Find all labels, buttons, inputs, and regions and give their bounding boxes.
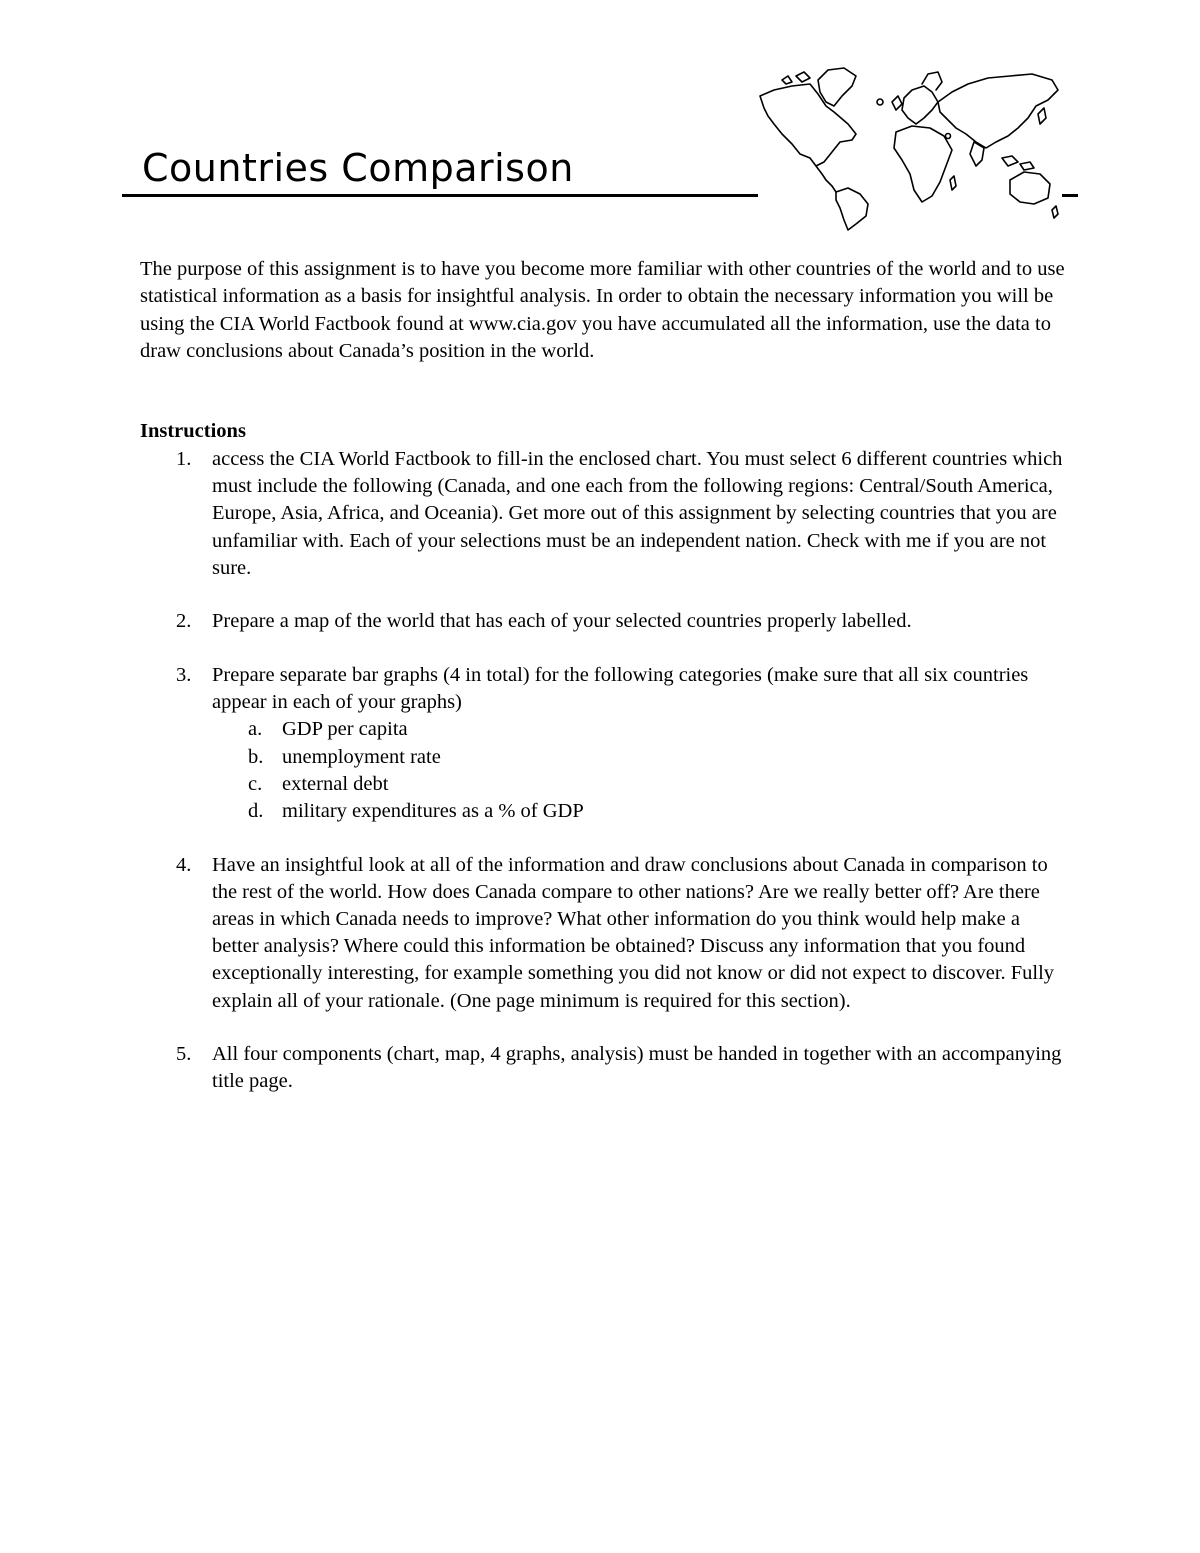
item-number: 3.: [176, 664, 192, 686]
item-text: Prepare a map of the world that has each of your selected countries properly labelled.: [212, 610, 912, 633]
title-underline-end: [1062, 194, 1078, 197]
list-item: [140, 608, 1070, 635]
sub-item-letter: b.: [248, 745, 264, 768]
instructions-heading: Instructions: [140, 420, 246, 442]
sub-item-letter: a.: [248, 718, 263, 741]
sub-list-item: [212, 716, 1070, 743]
sub-item-letter: d.: [248, 800, 264, 823]
item-number: 4.: [176, 853, 192, 876]
sub-item-text: unemployment rate: [282, 745, 441, 768]
list-item: [140, 1041, 1070, 1095]
item-text: Prepare separate bar graphs (4 in total) for the following categories (make sure that all six countries appear in each of your graphs): [212, 664, 1029, 714]
world-map-icon: [752, 62, 1064, 232]
sub-list-item: [212, 771, 1070, 798]
item-text: All four components (chart, map, 4 graphs, analysis) must be handed in together with an accompanying title page.: [212, 1043, 1062, 1093]
instructions-list: [140, 446, 1070, 1122]
sub-list-item: [212, 798, 1070, 825]
item-number: 1.: [176, 448, 192, 470]
item-number: 2.: [176, 610, 192, 633]
list-item: [140, 662, 1070, 825]
list-item: [140, 446, 1070, 582]
item-text: Have an insightful look at all of the information and draw conclusions about Canada in comparison to the rest of the world. How does Canada compare to other nations? Are we really better off? Are there areas in which Canada needs to improve? What other information do you think would help make a better analysis? Where could this information be obtained? Discuss any information that you found exceptionally interesting, for example something you did not know or did not expect to discover. Fully explain all of your rationale. (One page minimum is required for this section).: [212, 853, 1055, 1012]
list-item: [140, 852, 1070, 1015]
title-underline: [122, 194, 758, 197]
sub-item-letter: c.: [248, 772, 263, 795]
sub-list-item: [212, 744, 1070, 771]
graph-categories-list: [212, 716, 1070, 825]
intro-paragraph: The purpose of this assignment is to have you become more familiar with other countries of the world and to use statistical information as a basis for insightful analysis. In order to obtain the necessary information you will be using the CIA World Factbook found at www.cia.gov you have accumulated all the information, use the data to draw conclusions about Canada’s position in the world.: [140, 258, 1065, 363]
item-number: 5.: [176, 1043, 192, 1066]
item-text: access the CIA World Factbook to fill-in the enclosed chart. You must select 6 different countries which must include the following (Canada, and one each from the following regions: Central/South America, Europe, Asia, Africa, and Oceania). Get more out of this assignment by selecting countries that you are unfamiliar with. Each of your selections must be an independent nation. Check with me if you are not sure.: [212, 448, 1063, 579]
page-title: Countries Comparison: [142, 146, 574, 190]
sub-item-text: GDP per capita: [282, 718, 408, 741]
sub-item-text: external debt: [282, 772, 389, 795]
sub-item-text: military expenditures as a % of GDP: [282, 800, 584, 823]
